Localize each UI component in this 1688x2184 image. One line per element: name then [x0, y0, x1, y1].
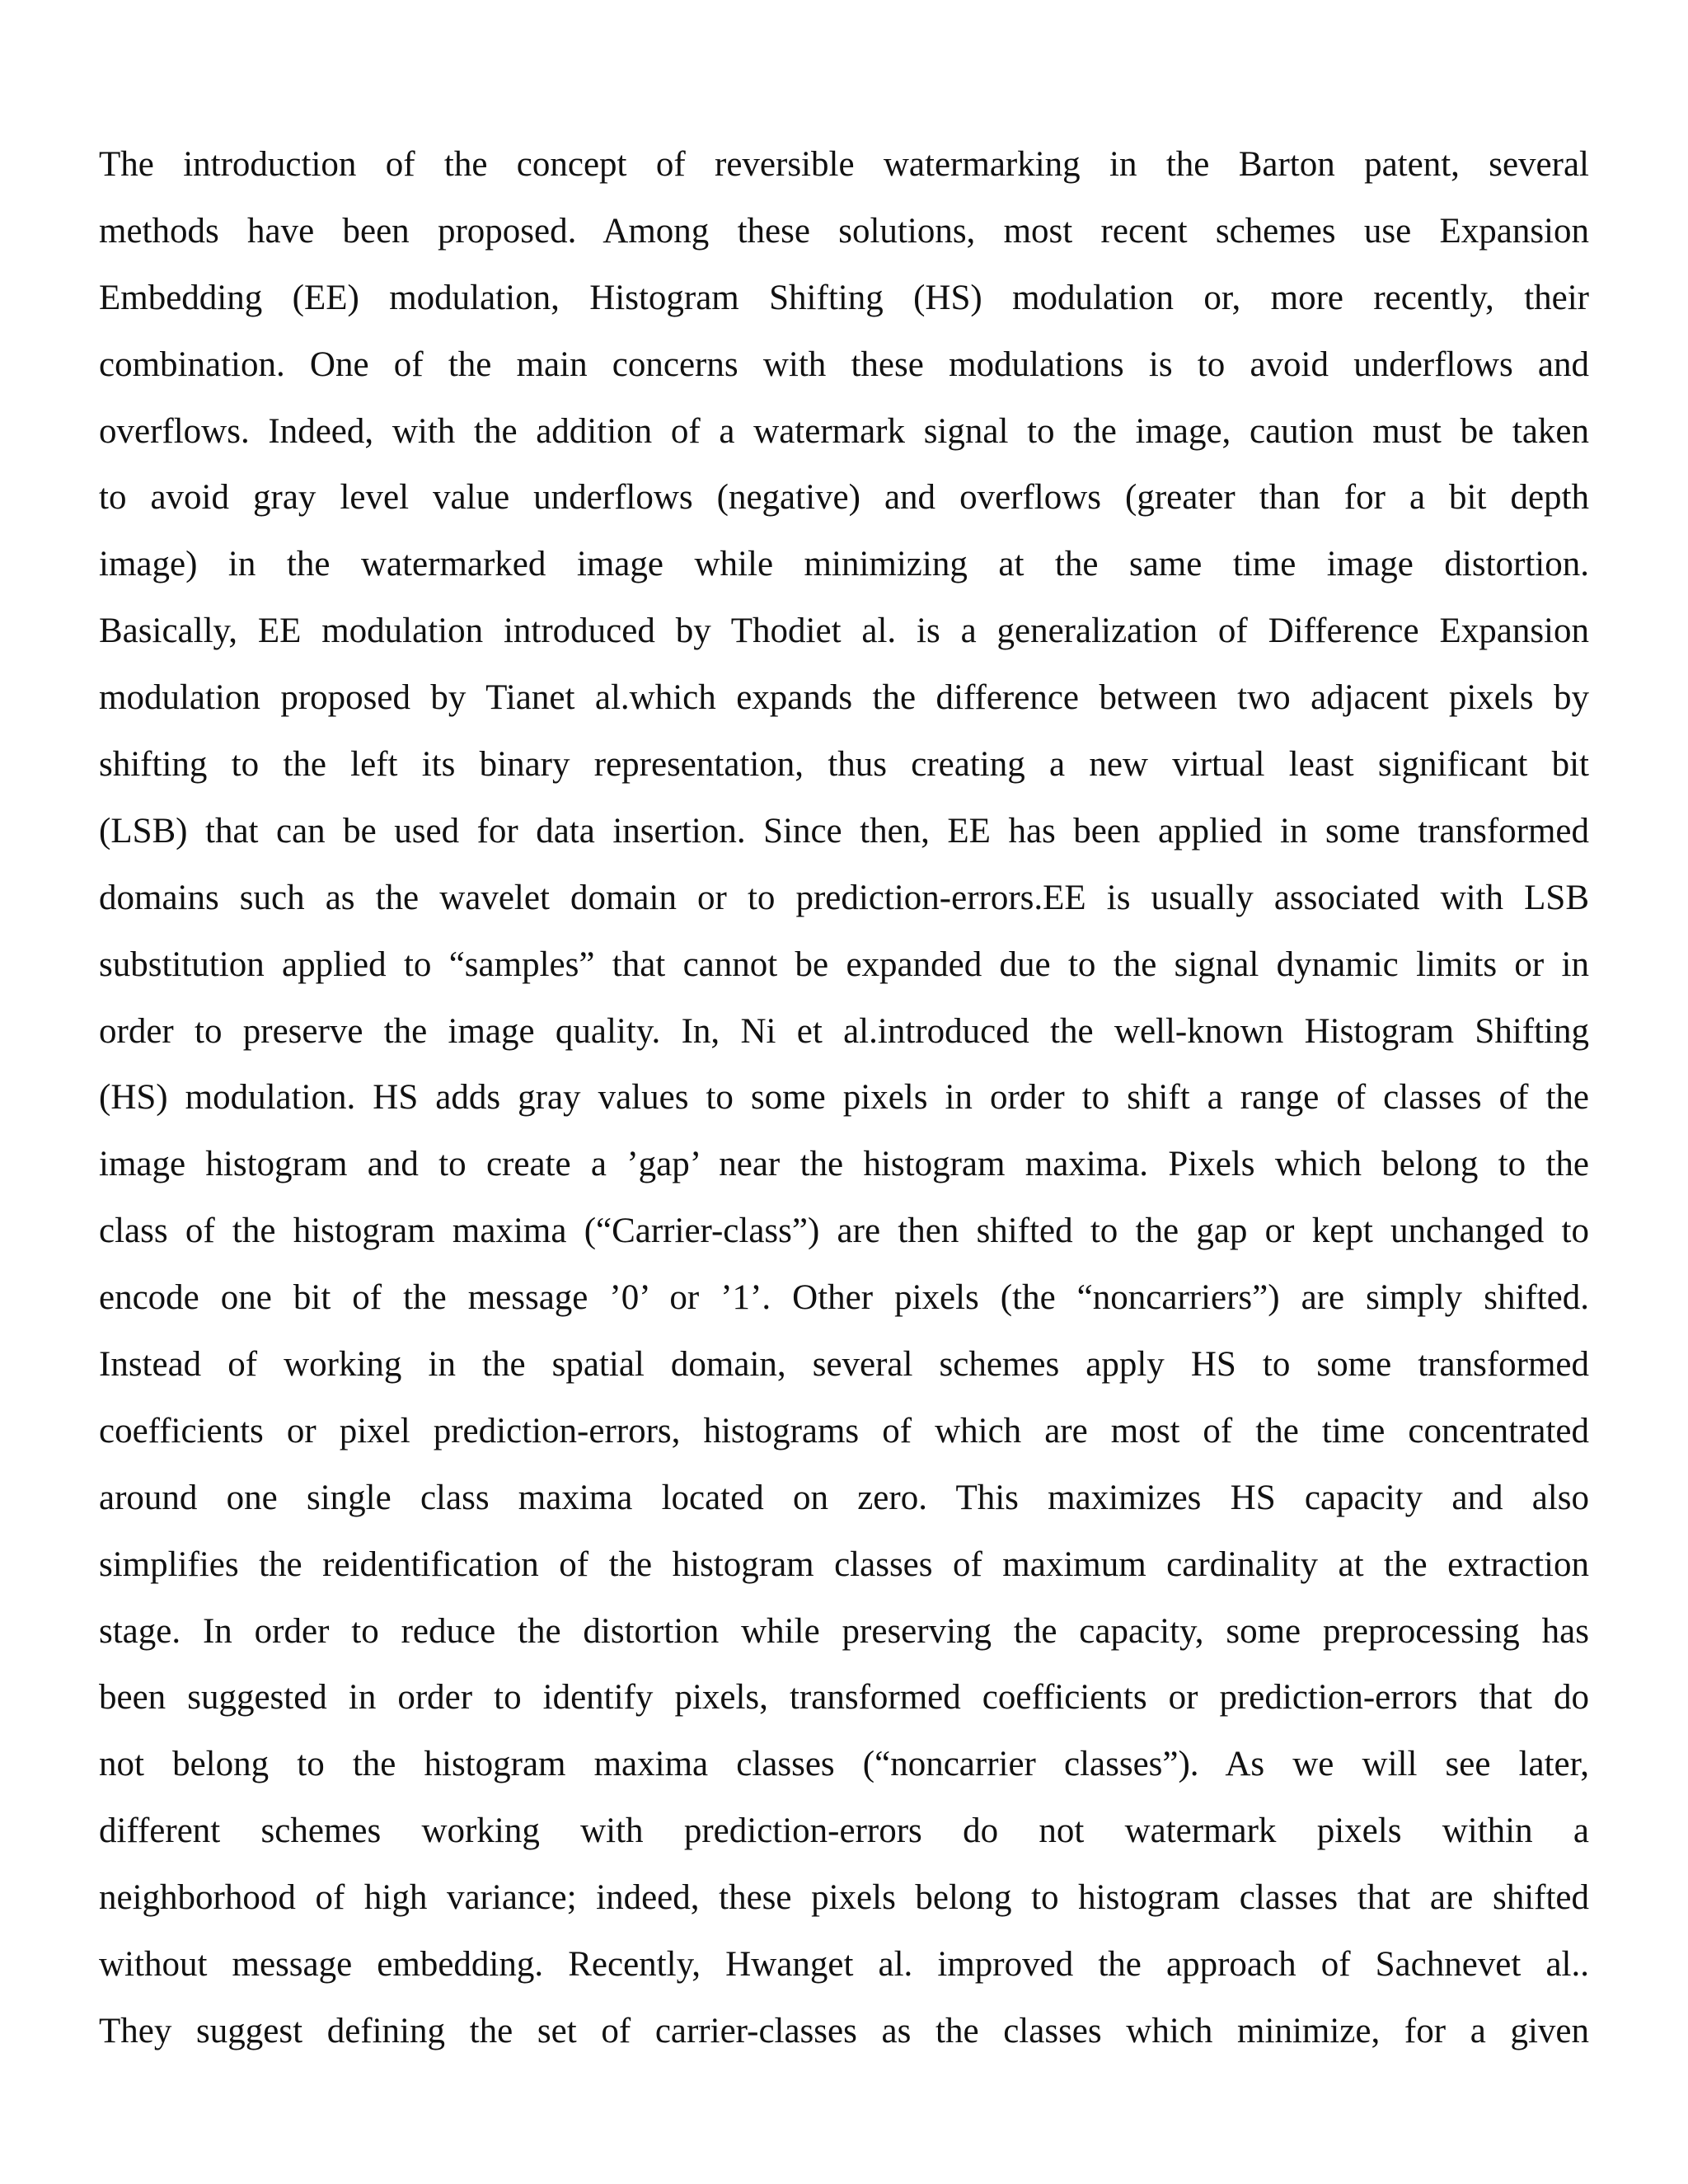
text-line: They suggest defining the set of carrier-classes as the classes which minimize, for a given — [99, 2011, 1589, 2050]
text-line: Basically, EE modulation introduced by Thodiet al. is a generalization of Difference Expansion — [99, 612, 1589, 651]
text-line: Instead of working in the spatial domain, several schemes apply HS to some transformed — [99, 1345, 1589, 1385]
text-line: domains such as the wavelet domain or to prediction-errors.EE is usually associated with LSB — [99, 878, 1589, 917]
text-line: The introduction of the concept of reversible watermarking in the Barton patent, several — [99, 145, 1589, 184]
text-line: modulation proposed by Tianet al.which expands the difference between two adjacent pixels by — [99, 678, 1589, 718]
text-line: (LSB) that can be used for data insertion. Since then, EE has been applied in some transformed — [99, 811, 1589, 851]
text-line: (HS) modulation. HS adds gray values to some pixels in order to shift a range of classes of the — [99, 1078, 1589, 1118]
body-paragraph — [99, 132, 1589, 2065]
text-line: neighborhood of high variance; indeed, these pixels belong to histogram classes that are shifted — [99, 1878, 1589, 1918]
text-line: class of the histogram maxima (“Carrier-class”) are then shifted to the gap or kept unchanged to — [99, 1212, 1589, 1251]
text-line: shifting to the left its binary representation, thus creating a new virtual least significant bit — [99, 745, 1589, 785]
text-line: combination. One of the main concerns with these modulations is to avoid underflows and — [99, 344, 1589, 384]
text-line: simplifies the reidentification of the histogram classes of maximum cardinality at the extraction — [99, 1544, 1589, 1584]
text-line: overflows. Indeed, with the addition of a watermark signal to the image, caution must be taken — [99, 411, 1589, 451]
text-line: substitution applied to “samples” that cannot be expanded due to the signal dynamic limits or in — [99, 944, 1589, 984]
text-line: order to preserve the image quality. In, Ni et al.introduced the well-known Histogram Shifting — [99, 1011, 1589, 1051]
text-line: different schemes working with prediction-errors do not watermark pixels within a — [99, 1811, 1589, 1851]
text-line: been suggested in order to identify pixels, transformed coefficients or prediction-errors that do — [99, 1678, 1589, 1718]
text-line: Embedding (EE) modulation, Histogram Shifting (HS) modulation or, more recently, their — [99, 278, 1589, 317]
text-line: stage. In order to reduce the distortion while preserving the capacity, some preprocessing has — [99, 1611, 1589, 1651]
text-line: to avoid gray level value underflows (negative) and overflows (greater than for a bit depth — [99, 478, 1589, 518]
text-line: image histogram and to create a ’gap’ near the histogram maxima. Pixels which belong to the — [99, 1145, 1589, 1184]
text-line: not belong to the histogram maxima classes (“noncarrier classes”). As we will see later, — [99, 1745, 1589, 1784]
text-line: methods have been proposed. Among these solutions, most recent schemes use Expansion — [99, 211, 1589, 251]
text-line: encode one bit of the message ’0’ or ’1’. Other pixels (the “noncarriers”) are simply shifted. — [99, 1278, 1589, 1318]
text-line: image) in the watermarked image while minimizing at the same time image distortion. — [99, 545, 1589, 584]
text-line: coefficients or pixel prediction-errors, histograms of which are most of the time concentrated — [99, 1411, 1589, 1451]
text-line: without message embedding. Recently, Hwanget al. improved the approach of Sachnevet al.. — [99, 1945, 1589, 1985]
text-line: around one single class maxima located on zero. This maximizes HS capacity and also — [99, 1478, 1589, 1517]
